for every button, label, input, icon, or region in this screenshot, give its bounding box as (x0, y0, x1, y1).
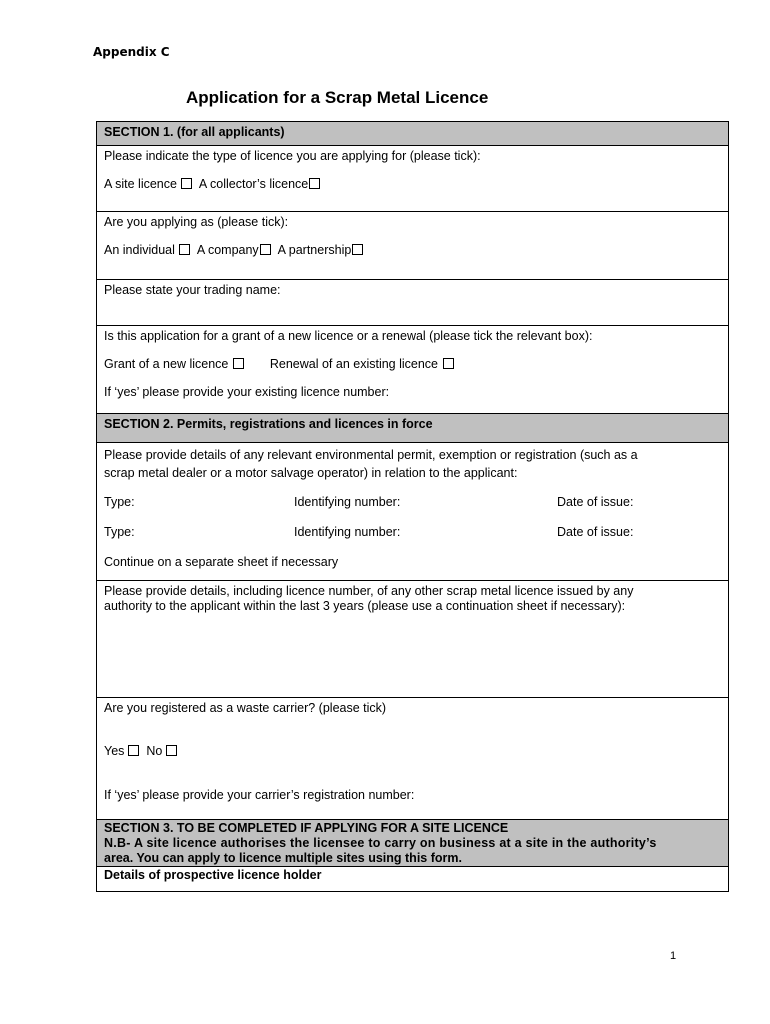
individual-label: An individual (104, 243, 175, 257)
permits-prompt-line2: scrap metal dealer or a motor salvage operator) in relation to the applicant: (104, 466, 518, 480)
licence-type-prompt: Please indicate the type of licence you are applying for (please tick): (104, 149, 481, 163)
trading-name-row[interactable] (97, 280, 728, 326)
grant-renewal-row (97, 326, 728, 414)
permit-date-label: Date of issue: (557, 525, 634, 539)
other-licence-line2: authority to the applicant within the last 3 years (please use a continuation sheet if necessary): (104, 599, 626, 613)
site-licence-label: A site licence (104, 177, 177, 191)
application-form (96, 121, 729, 892)
individual-checkbox[interactable] (179, 244, 190, 255)
page-title: Application for a Scrap Metal Licence (186, 88, 489, 107)
applying-as-row (97, 212, 728, 280)
renewal-checkbox[interactable] (443, 358, 454, 369)
section3-heading: SECTION 3. TO BE COMPLETED IF APPLYING FOR A SITE LICENCE (104, 821, 509, 835)
section3-note-line2: area. You can apply to licence multiple sites using this form. (104, 851, 462, 865)
grant-label: Grant of a new licence (104, 357, 229, 371)
waste-carrier-prompt: Are you registered as a waste carrier? (please tick) (104, 701, 387, 715)
licence-type-row (97, 146, 728, 212)
permit-identifying-label: Identifying number: (294, 525, 401, 539)
renewal-label: Renewal of an existing licence (269, 357, 439, 371)
continue-note: Continue on a separate sheet if necessary (104, 555, 339, 569)
yes-label: Yes (104, 744, 125, 758)
permit-type-label: Type: (104, 495, 135, 509)
appendix-label: Appendix C (93, 45, 170, 59)
carrier-registration-prompt: If ‘yes’ please provide your carrier’s registration number: (104, 788, 415, 802)
waste-carrier-row (97, 698, 728, 820)
existing-licence-number-prompt: If ‘yes’ please provide your existing licence number: (104, 385, 390, 399)
permit-date-label: Date of issue: (557, 495, 634, 509)
other-licence-line1: Please provide details, including licence number, of any other scrap metal licence issued by any (104, 584, 634, 598)
permit-identifying-label: Identifying number: (294, 495, 401, 509)
section2-heading: SECTION 2. Permits, registrations and licences in force (104, 417, 433, 431)
other-licence-row[interactable] (97, 581, 728, 698)
section3-header (97, 820, 728, 867)
trading-name-prompt: Please state your trading name: (104, 283, 281, 297)
licence-holder-details-heading: Details of prospective licence holder (104, 868, 322, 882)
collector-licence-checkbox[interactable] (309, 178, 320, 189)
no-checkbox[interactable] (166, 745, 177, 756)
section3-note-line1: N.B- A site licence authorises the licensee to carry on business at a site in the authority’s (104, 836, 657, 850)
partnership-checkbox[interactable] (352, 244, 363, 255)
section1-heading: SECTION 1. (for all applicants) (104, 125, 285, 139)
permits-prompt-line1: Please provide details of any relevant environmental permit, exemption or registration (such as a (104, 448, 638, 462)
no-label: No (146, 744, 163, 758)
section1-header (97, 122, 728, 146)
grant-checkbox[interactable] (233, 358, 244, 369)
permit-type-label: Type: (104, 525, 135, 539)
company-label: A company (196, 243, 259, 257)
page-number: 1 (670, 950, 677, 962)
grant-renewal-prompt: Is this application for a grant of a new licence or a renewal (please tick the relevant box): (104, 329, 593, 343)
applying-as-prompt: Are you applying as (please tick): (104, 215, 289, 229)
company-checkbox[interactable] (260, 244, 271, 255)
section2-header (97, 414, 728, 443)
partnership-label: A partnership (277, 243, 352, 257)
collector-licence-label: A collector’s licence (198, 177, 309, 191)
site-licence-checkbox[interactable] (181, 178, 192, 189)
permits-row (97, 443, 728, 581)
licence-holder-details-row (97, 867, 728, 892)
yes-checkbox[interactable] (128, 745, 139, 756)
